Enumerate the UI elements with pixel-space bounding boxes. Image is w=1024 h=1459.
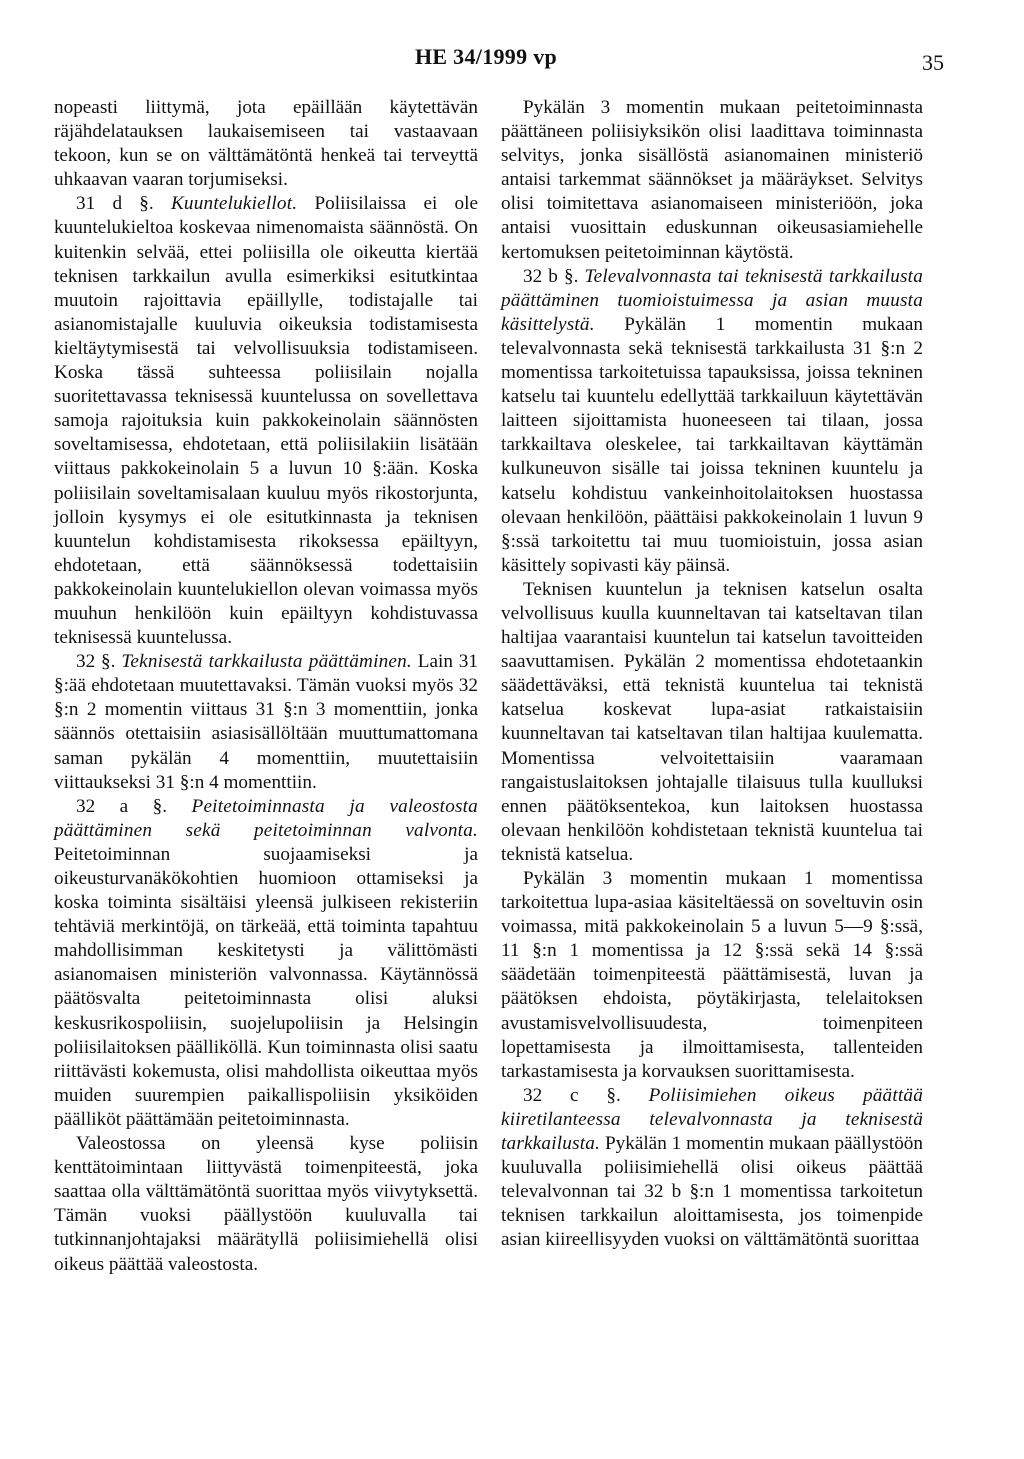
- section-number: 32 b §.: [523, 265, 585, 287]
- paragraph: Pykälän 3 momentin mukaan peitetoiminnasta päättäneen poliisiyksikön olisi laadittava toiminnasta selvitys, jonka sisällöstä asianomainen ministeriö antaisi tarkemmat säännökset ja määräykset. Selvitys olisi toimitettava asianomaiseen ministeriöön, joka antaisi vuosittain eduskunnan oikeusasiamiehelle kertomuksen peitetoiminnan käytöstä.: [501, 97, 923, 263]
- page-number: 35: [922, 50, 944, 75]
- section-32b: [501, 265, 923, 578]
- section-number: 32 a §.: [76, 795, 192, 817]
- section-number: 32 c §.: [523, 1084, 649, 1106]
- section-32c: [501, 1084, 923, 1253]
- section-title: Poliisimiehen oikeus päättää kiiretilanteessa televalvonnasta ja teknisestä tarkkailusta.: [501, 1084, 923, 1155]
- section-body: Peitetoiminnan suojaamiseksi ja oikeusturvanäkökohtien huomioon ottamiseksi ja koska toiminta sisältäisi yleensä julkiseen rekisteriin tehtäviä merkintöjä, on tärkeää, että toiminta tapahtuu mahdollisimman keskitetysti ja välittömästi asianomaisen ministeriön valvonnassa. Käytännössä päätösvalta peitetoiminnasta olisi aluksi keskusrikospoliisin, suojelupoliisin ja Helsingin poliisilaitoksen päälliköllä. Kun toiminnasta olisi saatu riittävästi kokemusta, olisi mahdollista oikeuttaa myös muiden suurempien paikallispoliisin yksiköiden päälliköt päättämään peitetoiminnasta.: [54, 843, 478, 1130]
- section-title: Televalvonnasta tai teknisestä tarkkailusta päättäminen tuomioistuimessa ja asian muusta käsittelystä.: [501, 265, 924, 335]
- section-body: Lain 31 §:ää ehdotetaan muutettavaksi. Tämän vuoksi myös 32 §:n 2 momentin viittaus 31 §:n 3 momenttiin, jonka säännös otettaisiin asiasisällöltään muuttumattomana saman pykälän 4 momenttiin, muutettaisiin viittaukseksi 31 §:n 4 momenttiin.: [54, 651, 478, 793]
- section-number: 31 d §.: [76, 193, 171, 215]
- right-column: [501, 96, 923, 1253]
- document-id: HE 34/1999 vp: [415, 44, 558, 69]
- section-body: Pykälän 1 momentin mukaan televalvonnasta sekä teknisestä tarkkailusta 31 §:n 2 momentissa tarkoitetuissa tapauksissa, joissa tekninen katselu tai kuuntelu edellyttää tarkkailuun käytettävän laitteen sijoittamista huoneeseen tai tilaan, jossa tarkkailtava oleskelee, tai tarkkailtavan käyttämän kulkuneuvon sisälle tai joissa tekninen kuuntelu ja katselu kohdistuu vankeinhoitolaitoksen huostassa olevaan henkilöön, päättäisi pakkokeinolain 1 luvun 9 §:ssä tarkoitettu tai muu tuomioistuin, jossa asian käsittely sopivasti käy päinsä.: [501, 313, 923, 576]
- section-title: Peitetoiminnasta ja valeostosta päättäminen sekä peitetoiminnan valvonta.: [54, 795, 478, 841]
- paragraph: Teknisen kuuntelun ja teknisen katselun osalta velvollisuus kuulla kuunneltavan tai katseltavan tilan haltijaa vaarantaisi kuuntelun tai katselun tavoitteiden saavuttamisen. Pykälän 2 momentissa ehdotetaankin säädettäväksi, että teknistä kuuntelua tai teknistä katselua koskevat lupa-asiat ratkaistaisiin kuunneltavan tai katseltavan tilan haltijaa kuulematta. Momentissa velvoitettaisiin vaaramaan rangaistuslaitoksen johtajalle tilaisuus tulla kuulluksi ennen päätöksentekoa, kun laitoksen huostassa olevaan henkilöön kohdistetaan teknistä kuuntelua tai teknistä katselua.: [501, 578, 923, 865]
- section-title: Teknisestä tarkkailusta päättäminen.: [121, 651, 412, 673]
- section-title: Kuuntelukiellot.: [170, 193, 298, 215]
- section-32a: [54, 795, 478, 1132]
- paragraph: Valeostossa on yleensä kyse poliisin kenttätoimintaan liittyvästä toimenpiteestä, joka saattaa olla välttämätöntä suorittaa myös viivytyksettä. Tämän vuoksi päällystöön kuuluvalla tai tutkinnanjohtajaksi määrätyllä poliisimiehellä olisi oikeus päättää valeostosta.: [54, 1133, 478, 1275]
- section-body: Pykälän 1 momentin mukaan päällystöön kuuluvalla poliisimiehellä olisi oikeus päättää televalvonnan tai 32 b §:n 1 momentissa tarkoitetun teknisen tarkkailun aloittamisesta, jos toimenpide asian kiireellisyyden vuoksi on välttämätöntä suorittaa: [501, 1133, 923, 1251]
- left-column: [54, 96, 478, 1277]
- section-32: [54, 650, 478, 795]
- paragraph: nopeasti liittymä, jota epäillään käytettävän räjähdelatauksen laukaisemiseen tai vastaavaan tekoon, kun se on välttämätöntä henkeä tai terveyttä uhkaavan vaaran torjumiseksi.: [54, 97, 478, 191]
- section-31d: [54, 192, 478, 650]
- section-body: Poliisilaissa ei ole kuuntelukieltoa koskevaa nimenomaista säännöstä. On kuitenkin selvää, ettei poliisilla ole oikeutta kiertää teknisen tarkkailun avulla esimerkiksi esitutkintaa muutoin rajoittavia epäillylle, todistajalle tai asianomistajalle kuuluvia oikeuksia todistamisesta kieltäytymisestä tai velvollisuuksia todistamiseen. Koska tässä suhteessa poliisilain nojalla suoritettavassa teknisessä kuuntelussa on sovellettava samoja rajoituksia kuin pakkokeinolain säännösten soveltamisessa, ehdotetaan, että poliisilakiin lisätään viittaus pakkokeinolain 5 a luvun 10 §:ään. Koska poliisilain soveltamisalaan kuuluu myös rikostorjunta, jolloin kysymys ei ole esitutkinnasta ja teknisen kuuntelun kohdistamisesta rikoksessa epäiltyyn, ehdotetaan, että säännöksessä todettaisiin pakkokeinolain kuuntelukiellon olevan voimassa myös muuhun henkilöön kuin epäiltyyn kohdistuvassa teknisessä kuuntelussa.: [54, 193, 478, 649]
- paragraph: Pykälän 3 momentin mukaan 1 momentissa tarkoitettua lupa-asiaa käsiteltäessä on soveltuvin osin voimassa, mitä pakkokeinolain 5 a luvun 5—9 §:ssä, 11 §:n 1 momentissa ja 12 §:ssä sekä 14 §:ssä säädetään toimenpiteestä päättämisestä, luvan ja päätöksen ehdoista, pöytäkirjasta, telelaitoksen avustamisvelvollisuudesta, toimenpiteen lopettamisesta ja ilmoittamisesta, tallenteiden tarkastamisesta ja korvauksen suorittamisesta.: [501, 868, 923, 1082]
- section-number: 32 §.: [76, 651, 122, 673]
- page-header: [0, 44, 1024, 84]
